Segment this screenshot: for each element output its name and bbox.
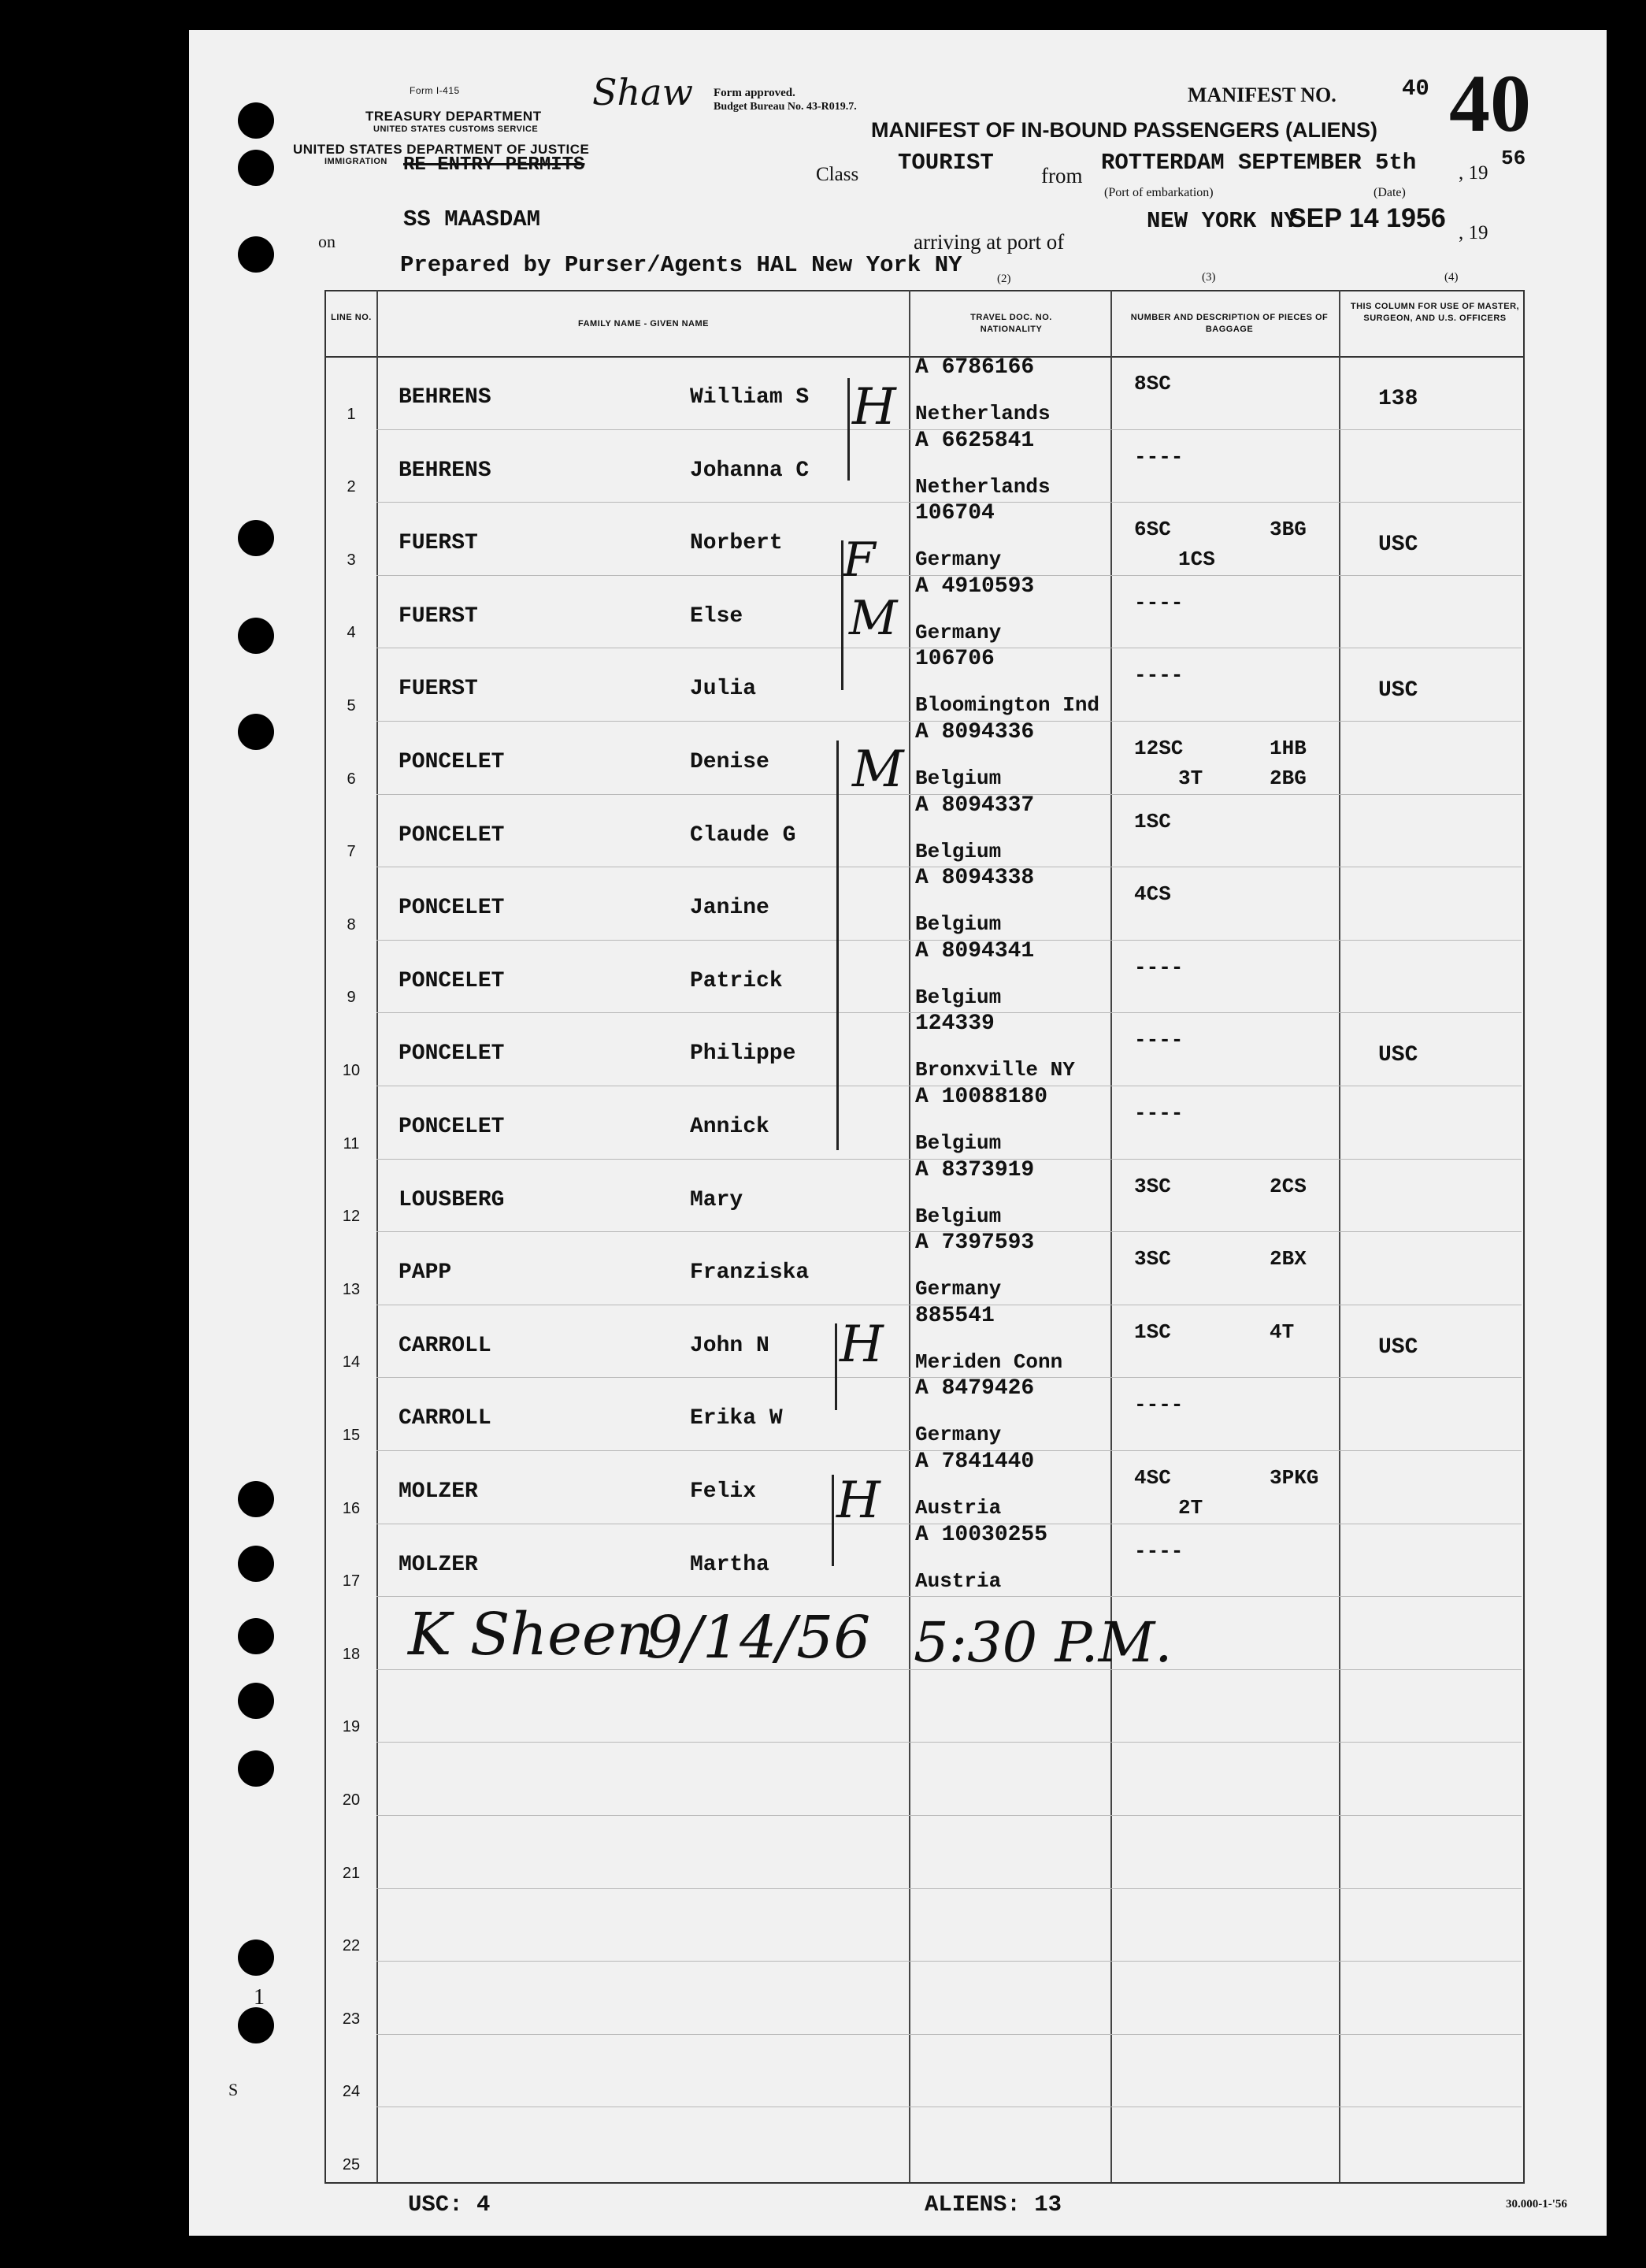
family-name: CARROLL <box>399 1406 491 1431</box>
handwritten-initials: Shaw <box>592 71 693 113</box>
line-number: 13 <box>342 1281 361 1298</box>
travel-doc-no: A 7397593 <box>915 1231 1035 1255</box>
baggage-primary: ---- <box>1134 1028 1184 1052</box>
given-name: Felix <box>690 1479 757 1504</box>
nationality: Austria <box>915 1569 1002 1593</box>
signature-date: 9/14/56 <box>646 1604 871 1672</box>
given-name: Denise <box>690 750 769 774</box>
budget-bureau: Budget Bureau No. 43-R019.7. <box>714 101 857 113</box>
line-number: 4 <box>347 624 356 641</box>
class-value: TOURIST <box>898 150 994 176</box>
baggage-secondary: 3BG <box>1270 518 1307 541</box>
line-number: 18 <box>342 1646 361 1663</box>
baggage-extra: 3T <box>1178 767 1203 790</box>
officer-note: USC <box>1378 1043 1418 1067</box>
family-bracket-line <box>847 378 850 481</box>
family-name: PAPP <box>399 1260 452 1285</box>
baggage-primary: 1SC <box>1134 810 1171 833</box>
given-name: Philippe <box>690 1041 796 1066</box>
line-number: 7 <box>347 843 356 860</box>
handwritten-mark: H <box>852 378 896 436</box>
binder-hole <box>238 1750 274 1787</box>
line-number: 5 <box>347 697 356 715</box>
customs-service: UNITED STATES CUSTOMS SERVICE <box>373 124 539 134</box>
travel-doc-no: A 6625841 <box>915 429 1035 453</box>
baggage-extra: 2BG <box>1270 767 1307 790</box>
baggage-primary: 12SC <box>1134 737 1184 760</box>
baggage-primary: ---- <box>1134 956 1184 979</box>
column-number-2: (2) <box>997 273 1011 285</box>
nationality: Belgium <box>915 767 1002 790</box>
column-number-3: (3) <box>1202 271 1216 284</box>
date-caption: (Date) <box>1374 186 1406 199</box>
binder-hole <box>238 1683 274 1719</box>
given-name: William S <box>690 385 810 410</box>
nationality: Belgium <box>915 840 1002 863</box>
given-name: Erika W <box>690 1406 783 1431</box>
handwritten-mark: F <box>843 533 876 588</box>
col-header-doc: TRAVEL DOC. NO. NATIONALITY <box>970 313 1052 334</box>
nationality: Netherlands <box>915 402 1051 425</box>
prepared-by: Prepared by Purser/Agents HAL New York NY <box>400 252 962 278</box>
nationality: Meriden Conn <box>915 1350 1063 1374</box>
line-number: 24 <box>342 2083 361 2100</box>
baggage-primary: ---- <box>1134 1393 1184 1416</box>
officer-note: USC <box>1378 1335 1418 1360</box>
binder-hole <box>238 1546 274 1582</box>
column-rule <box>376 290 378 2182</box>
baggage-secondary: 3PKG <box>1270 1466 1319 1490</box>
family-bracket-line <box>841 540 843 690</box>
family-name: PONCELET <box>399 896 505 920</box>
travel-doc-no: A 10030255 <box>915 1523 1048 1547</box>
travel-doc-no: A 8094337 <box>915 793 1035 818</box>
margin-note: 1 <box>254 1985 265 2010</box>
travel-doc-no: A 8479426 <box>915 1376 1035 1401</box>
travel-doc-no: A 8373919 <box>915 1158 1035 1182</box>
footer-usc-total: USC: 4 <box>408 2192 491 2218</box>
nationality: Germany <box>915 1423 1002 1446</box>
family-name: PONCELET <box>399 823 505 848</box>
embarkation-value: ROTTERDAM SEPTEMBER 5th <box>1101 150 1417 176</box>
nationality: Bloomington Ind <box>915 693 1100 717</box>
line-number: 15 <box>342 1427 361 1444</box>
family-name: BEHRENS <box>399 458 491 483</box>
nationality: Bronxville NY <box>915 1058 1075 1082</box>
binder-hole <box>238 2007 274 2043</box>
col-header-officers: THIS COLUMN FOR USE OF MASTER, SURGEON, AND U.S. OFFICERS <box>1350 302 1520 323</box>
form-number: Form I-415 <box>410 85 460 96</box>
line-number: 20 <box>342 1791 361 1809</box>
family-name: MOLZER <box>399 1479 478 1504</box>
line-number: 1 <box>347 406 356 423</box>
line-number: 19 <box>342 1718 361 1735</box>
given-name: Janine <box>690 896 769 920</box>
line-number: 22 <box>342 1937 361 1954</box>
line-number: 12 <box>342 1208 361 1225</box>
family-name: FUERST <box>399 677 478 701</box>
officer-note: USC <box>1378 533 1418 557</box>
baggage-primary: 3SC <box>1134 1175 1171 1198</box>
officer-note: USC <box>1378 678 1418 703</box>
reentry-permits: RE-ENTRY PERMITS <box>403 154 585 176</box>
baggage-secondary: 2CS <box>1270 1175 1307 1198</box>
baggage-primary: ---- <box>1134 1101 1184 1125</box>
handwritten-mark: H <box>836 1472 880 1530</box>
nationality: Netherlands <box>915 475 1051 499</box>
line-number: 6 <box>347 770 356 788</box>
manifest-no-label: MANIFEST NO. <box>1188 84 1336 106</box>
class-label: Class <box>816 164 859 185</box>
line-number: 14 <box>342 1353 361 1371</box>
baggage-extra: 2T <box>1178 1496 1203 1520</box>
nationality: Belgium <box>915 986 1002 1009</box>
binder-hole <box>238 520 274 556</box>
family-name: BEHRENS <box>399 385 491 410</box>
port-caption: (Port of embarkation) <box>1104 186 1214 199</box>
given-name: Patrick <box>690 969 783 993</box>
vessel-name: SS MAASDAM <box>403 206 541 232</box>
baggage-primary: ---- <box>1134 663 1184 687</box>
baggage-secondary: 1HB <box>1270 737 1307 760</box>
baggage-primary: 8SC <box>1134 372 1171 395</box>
footer-aliens-total: ALIENS: 13 <box>925 2192 1062 2218</box>
family-name: PONCELET <box>399 969 505 993</box>
handwritten-mark: M <box>849 591 898 646</box>
line-number: 21 <box>342 1865 361 1882</box>
baggage-secondary: 2BX <box>1270 1247 1307 1271</box>
family-name: LOUSBERG <box>399 1188 505 1212</box>
travel-doc-no: A 7841440 <box>915 1450 1035 1474</box>
handwritten-mark: H <box>840 1316 884 1374</box>
col-header-name: FAMILY NAME - GIVEN NAME <box>577 319 710 329</box>
row-rule <box>376 1596 1522 1597</box>
column-rule <box>1339 290 1340 2182</box>
officer-signature: K Sheen <box>408 1601 654 1669</box>
given-name: Julia <box>690 677 757 701</box>
baggage-primary: 3SC <box>1134 1247 1171 1271</box>
family-name: PONCELET <box>399 750 505 774</box>
line-number: 23 <box>342 2010 361 2028</box>
line-number: 8 <box>347 916 356 934</box>
line-number: 17 <box>342 1572 361 1590</box>
signature-time: 5:30 P.M. <box>914 1610 1173 1675</box>
travel-doc-no: A 8094341 <box>915 939 1035 963</box>
nationality: Belgium <box>915 1131 1002 1155</box>
arrival-date-stamp: SEP 14 1956 <box>1288 203 1446 233</box>
given-name: Annick <box>690 1115 769 1139</box>
line-number: 25 <box>342 2156 361 2173</box>
baggage-extra: 1CS <box>1178 548 1215 571</box>
baggage-primary: ---- <box>1134 1539 1184 1563</box>
row-rule <box>376 1888 1522 1889</box>
given-name: Norbert <box>690 531 783 555</box>
baggage-primary: 4SC <box>1134 1466 1171 1490</box>
nationality: Germany <box>915 1277 1002 1301</box>
on-label: on <box>318 232 336 251</box>
line-number: 9 <box>347 989 356 1006</box>
column-rule <box>1110 290 1112 2182</box>
nationality: Germany <box>915 621 1002 644</box>
form-code: 30.000-1-'56 <box>1506 2198 1567 2210</box>
family-bracket-line <box>832 1475 834 1566</box>
nationality: Germany <box>915 548 1002 571</box>
given-name: Claude G <box>690 823 796 848</box>
binder-hole <box>238 236 274 273</box>
binder-hole <box>238 618 274 654</box>
line-number: 11 <box>343 1135 360 1153</box>
col-header-line: LINE NO. <box>331 313 372 322</box>
family-bracket-line <box>835 1323 837 1410</box>
department-of-justice: UNITED STATES DEPARTMENT OF JUSTICE <box>293 142 590 157</box>
baggage-primary: 4CS <box>1134 882 1171 906</box>
form-approved: Form approved. <box>714 87 795 99</box>
line-number: 2 <box>347 478 356 496</box>
column-rule <box>909 290 910 2182</box>
family-name: PONCELET <box>399 1041 505 1066</box>
given-name: John N <box>690 1334 769 1358</box>
binder-hole <box>238 150 274 186</box>
family-bracket-line <box>836 741 839 1150</box>
nationality: Austria <box>915 1496 1002 1520</box>
from-label: from <box>1041 164 1083 187</box>
family-name: FUERST <box>399 604 478 629</box>
travel-doc-no: 106704 <box>915 501 995 525</box>
immigration-label: IMMIGRATION <box>324 157 387 166</box>
year-suffix: 56 <box>1501 147 1526 170</box>
given-name: Franziska <box>690 1260 810 1285</box>
given-name: Else <box>690 604 743 629</box>
year-prefix: , 19 <box>1459 162 1488 184</box>
line-number: 3 <box>347 551 356 569</box>
given-name: Johanna C <box>690 458 810 483</box>
travel-doc-no: A 10088180 <box>915 1085 1048 1109</box>
row-rule <box>376 2034 1522 2035</box>
baggage-primary: ---- <box>1134 445 1184 469</box>
arriving-label: arriving at port of <box>914 230 1065 254</box>
binder-hole <box>238 1618 274 1654</box>
col-header-baggage: NUMBER AND DESCRIPTION OF PIECES OF BAGGAGE <box>1130 313 1329 334</box>
margin-note: S <box>228 2080 239 2099</box>
row-rule <box>376 1815 1522 1816</box>
travel-doc-no: A 8094336 <box>915 720 1035 744</box>
baggage-secondary: 4T <box>1270 1320 1295 1344</box>
binder-hole <box>238 1481 274 1517</box>
manifest-no-value: 40 <box>1402 76 1429 102</box>
baggage-primary: ---- <box>1134 591 1184 614</box>
manifest-title: MANIFEST OF IN-BOUND PASSENGERS (ALIENS) <box>871 118 1378 142</box>
given-name: Mary <box>690 1188 743 1212</box>
travel-doc-no: 124339 <box>915 1012 995 1036</box>
travel-doc-no: A 6786166 <box>915 355 1035 380</box>
row-rule <box>376 1742 1522 1743</box>
column-number-4: (4) <box>1444 271 1459 284</box>
line-number: 16 <box>342 1500 361 1517</box>
travel-doc-no: A 8094338 <box>915 866 1035 890</box>
manifest-no-stamp: 40 <box>1449 58 1531 149</box>
given-name: Martha <box>690 1553 769 1577</box>
line-number: 10 <box>342 1062 361 1079</box>
nationality: Belgium <box>915 1205 1002 1228</box>
family-name: MOLZER <box>399 1553 478 1577</box>
travel-doc-no: 106706 <box>915 647 995 671</box>
arrival-year-prefix: , 19 <box>1459 222 1488 243</box>
family-name: FUERST <box>399 531 478 555</box>
travel-doc-no: 885541 <box>915 1304 995 1328</box>
handwritten-mark: M <box>852 741 904 799</box>
family-name: CARROLL <box>399 1334 491 1358</box>
row-rule <box>376 1961 1522 1962</box>
binder-hole <box>238 1939 274 1976</box>
baggage-primary: 6SC <box>1134 518 1171 541</box>
travel-doc-no: A 4910593 <box>915 574 1035 599</box>
arrival-port: NEW YORK NY <box>1147 208 1298 234</box>
family-name: PONCELET <box>399 1115 505 1139</box>
binder-hole <box>238 102 274 139</box>
nationality: Belgium <box>915 912 1002 936</box>
binder-hole <box>238 714 274 750</box>
baggage-primary: 1SC <box>1134 1320 1171 1344</box>
officer-note: 138 <box>1378 387 1418 411</box>
treasury-department: TREASURY DEPARTMENT <box>365 109 542 124</box>
